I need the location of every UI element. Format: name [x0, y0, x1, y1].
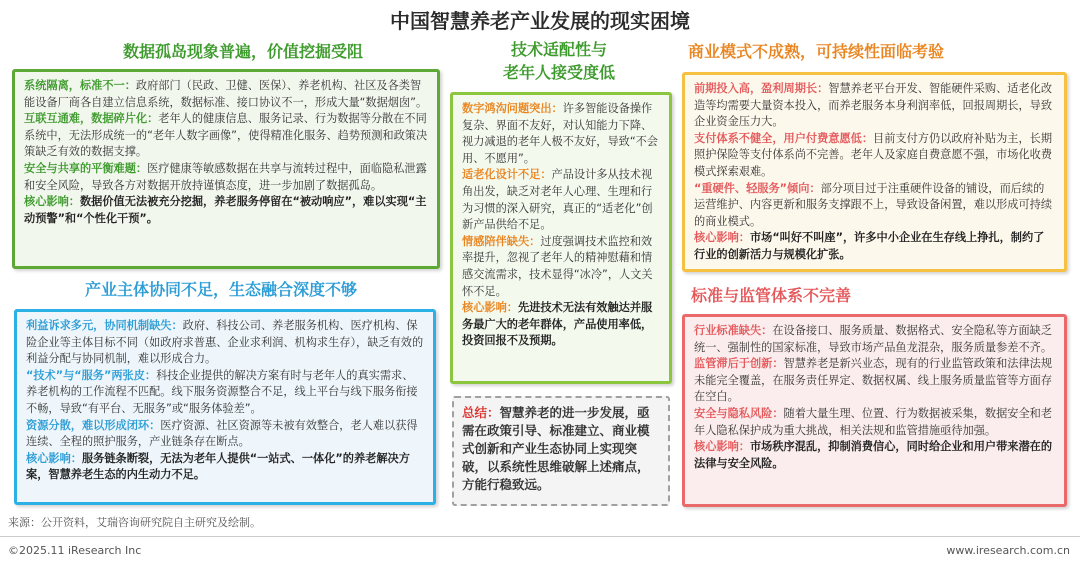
section-title-business-model: 商业模式不成熟，可持续性面临考验 — [688, 42, 945, 61]
section-title-data-islands: 数据孤岛现象普遍，价值挖掘受阻 — [123, 42, 364, 61]
ecosystem-core: 核心影响：服务链条断裂，无法为老年人提供“一站式、一体化”的养老解决方案，智慧养老生态的内生动力不足。 — [26, 451, 410, 482]
data-islands-item-3: 安全与共享的平衡难题：医疗健康等敏感数据在共享与流转过程中，面临隐私泄露和安全风险，导致各方对数据开放持谨慎态度，进一步加剧了数据孤岛。 — [24, 161, 427, 192]
data-islands-core: 核心影响：数据价值无法被充分挖掘，养老服务停留在“被动响应”，难以实现“主动预警”和“个性化干预”。 — [24, 195, 427, 225]
footer-divider — [0, 536, 1080, 537]
ecosystem-item-3: 资源分散，难以形成闭环：医疗资源、社区资源等未被有效整合，老人难以获得连续、全程的照护服务，产业链条存在断点。 — [26, 418, 418, 449]
section-title-ecosystem: 产业主体协同不足，生态融合深度不够 — [85, 280, 358, 299]
section-title-regulation: 标准与监管体系不完善 — [691, 286, 852, 305]
regulation-core: 核心影响：市场秩序混乱，抑制消费信心，同时给企业和用户带来潜在的法律与安全风险。 — [694, 440, 1053, 470]
data-islands-box — [12, 69, 440, 269]
regulation-item-2: 监管滞后于创新：智慧养老是新兴业态，现有的行业监管政策和法律法规未能完全覆盖，在服务责任界定、数据权属、线上服务质量监管等方面存在空白。 — [694, 357, 1053, 404]
tech-fit-item-2: 适老化设计不足：产品设计多从技术视角出发，缺乏对老年人心理、生理和行为习惯的深入研究，真正的“适老化”创新产品供给不足。 — [462, 168, 653, 232]
data-islands-item-1: 系统隔离，标准不一：政府部门（民政、卫健、医保）、养老机构、社区及各类智能设备厂商各自建立信息系统，数据标准、接口协议不一，形成大量“数据烟囱”。 — [24, 79, 428, 109]
regulation-box — [682, 314, 1067, 507]
section-title-tech-fit-1: 技术适配性与 — [510, 40, 607, 59]
tech-fit-item-3: 情感陪伴缺失：过度强调技术监控和效率提升，忽视了老年人的精神慰藉和情感交流需求，技术显得“冰冷”，人文关怀不足。 — [462, 234, 653, 298]
data-islands-item-2: 互联互通难，数据碎片化：老年人的健康信息、服务记录、行为数据等分散在不同系统中，无法形成统一的“老年人数字画像”，使得精准化服务、趋势预测和政策决策缺乏有效的数据支撑。 — [24, 112, 428, 159]
ecosystem-box — [14, 309, 436, 505]
summary-label: 总结： — [462, 405, 500, 420]
copyright: ©2025.11 iResearch Inc — [8, 544, 142, 557]
tech-fit-core: 核心影响：先进技术无法有效触达并服务最广大的老年群体，产品使用率低，投资回报不及预期。 — [462, 301, 653, 348]
section-title-tech-fit-2: 老年人接受度低 — [502, 63, 615, 82]
regulation-item-1: 行业标准缺失：在设备接口、服务质量、数据格式、安全隐私等方面缺乏统一、强制性的国家标准，导致市场产品鱼龙混杂，服务质量参差不齐。 — [694, 324, 1053, 354]
source-note: 来源：公开资料，艾瑞咨询研究院自主研究及绘制。 — [8, 516, 261, 529]
ecosystem-item-2: “技术”与“服务”两张皮：科技企业提供的解决方案有时与老年人的真实需求、养老机构的工作流程不匹配。线下服务资源整合不足，线上平台与线下服务衔接不畅，导致“有平台、无服务”或“服务体验差”。 — [26, 368, 418, 415]
summary-text: 智慧养老的进一步发展，亟需在政策引导、标准建立、商业模式创新和产业生态协同上实现突破，以系统性思维破解上述痛点，方能行稳致远。 — [462, 405, 650, 492]
business-model-item-2: 支付体系不健全，用户付费意愿低：目前支付方仍以政府补贴为主，长期照护保险等支付体系尚不完善。老年人及家庭自费意愿不强，市场化收费模式探索艰难。 — [694, 131, 1053, 178]
ecosystem-item-1: 利益诉求多元，协同机制缺失：政府、科技公司、养老服务机构、医疗机构、保险企业等主体目标不同（如政府求普惠、企业求利润、机构求生存），缺乏有效的利益分配与协同机制，难以形成合力。 — [26, 319, 424, 366]
page-title: 中国智慧养老产业发展的现实困境 — [390, 9, 690, 33]
business-model-core: 核心影响：市场“叫好不叫座”，许多中小企业在生存线上挣扎，制约了行业的创新活力与规模化扩张。 — [694, 231, 1045, 261]
business-model-box — [682, 72, 1067, 272]
website-url: www.iresearch.com.cn — [946, 544, 1070, 557]
business-model-item-3: “重硬件、轻服务”倾向：部分项目过于注重硬件设备的铺设，而后续的运营维护、内容更新和服务支撑跟不上，导致设备闲置，难以形成可持续的商业模式。 — [694, 181, 1053, 228]
summary-box — [452, 396, 670, 506]
business-model-item-1: 前期投入高，盈利周期长：智慧养老平台开发、智能硬件采购、适老化改造等均需要大量资本投入，而养老服务本身利润率低，回报周期长，导致企业资金压力大。 — [694, 82, 1053, 129]
tech-fit-box — [450, 92, 672, 384]
tech-fit-item-1: 数字鸿沟问题突出：许多智能设备操作复杂、界面不友好，对认知能力下降、视力减退的老年人极不友好，导致“不会用、不愿用”。 — [462, 102, 658, 165]
regulation-item-3: 安全与隐私风险：随着大量生理、位置、行为数据被采集，数据安全和老年人隐私保护成为重大挑战，相关法规和监管措施亟待加强。 — [694, 406, 1053, 437]
